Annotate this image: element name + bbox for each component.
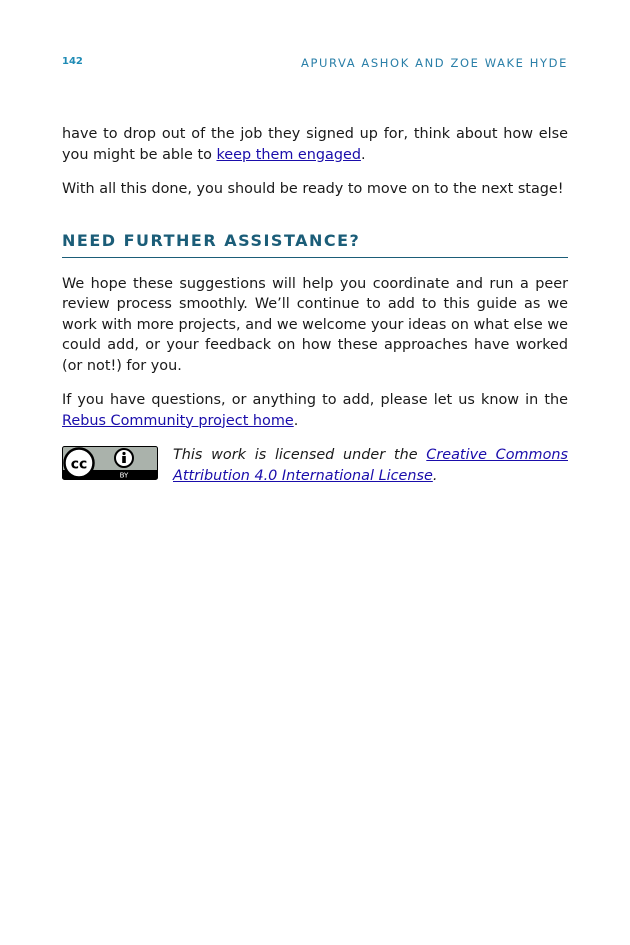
cc-license-link[interactable]: Creative Commons Attribution 4.0 International License [173,447,568,484]
page-content [62,124,568,486]
section-body [62,274,568,487]
cc-mark: cc [70,456,88,473]
paragraph-text: have to drop out of the job they signed up for, think about how else you might be able to [62,126,568,163]
license-text [173,445,568,486]
by-label: BY [119,471,129,480]
running-title: APURVA ASHOK AND ZOE WAKE HYDE [301,56,568,70]
paragraph-end: . [360,146,366,163]
paragraph-keep-engaged [62,124,568,165]
license-end: . [432,467,438,484]
creative-commons-by-icon[interactable] [62,446,158,480]
license-block [62,445,568,486]
paragraph-next-stage: With all this done, you should be ready to move on to the next stage! [62,181,564,197]
paragraph-text: If you have questions, or anything to add, please let us know in the [62,392,568,408]
paragraph-end: . [293,412,299,429]
rebus-community-link[interactable]: Rebus Community project home [62,412,294,429]
page-number: 142 [62,56,83,67]
license-statement: This work is licensed under the [173,447,427,463]
paragraph-questions [62,390,568,431]
keep-them-engaged-link[interactable]: keep them engaged [216,146,361,163]
paragraph-suggestions: We hope these suggestions will help you coordinate and run a peer review process smoothly. We’ll continue to add to this guide as we work with more projects, and we welcome your ideas on what else we could add, or your feedback on how these approaches have worked (or not!) for you. [62,275,568,374]
running-header [62,56,568,70]
section-heading: NEED FURTHER ASSISTANCE? [62,230,568,258]
